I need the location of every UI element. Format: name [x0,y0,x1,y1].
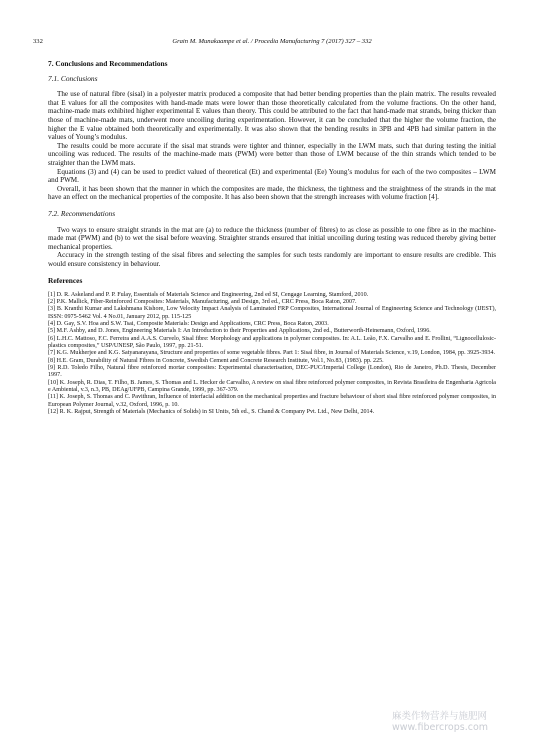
reference-list [48,292,496,417]
reference-item: [6] L.H.C. Mattoso, F.C. Ferreira and A.A.S. Curvelo, Sisal fibre: Morphology and applications in polymer composites. In: A.L. Leão, F.X. Carvalho and E. Frollini, “Lignocellulosic-plastics composites,” USP/UNESP, São Paulo, 1997, pp. 21-51. [48,335,496,349]
reference-item: [12] R. K. Rajput, Strength of Materials (Mechanics of Solids) in SI Units, 5th ed., S. Chand & Company Pvt. Ltd., New Delhi, 2014. [48,409,375,416]
paragraph: Equations (3) and (4) can be used to predict valued of theoretical (Et) and experimental (Ee) Young’s modulus for each of the two composites – LWM and PWM. [48,167,496,185]
watermark-line-cn: 麻类作物营养与施肥网 [392,711,488,722]
reference-item: [3] B. Kranthi Kumar and Lakshmana Kishore, Low Velocity Impact Analysis of Laminated FRP Composites, International Journal of Engineering Science and Technology (IJEST), ISSN: 0975-5462 Vol. 4 No.01, January 2012, pp. 115-125 [48,306,496,320]
spacer [48,202,496,211]
reference-item: [4] D. Gay, S.V. Hoa and S.W. Tsai, Composite Materials: Design and Applications, CRC Press, Boca Raton, 2003. [48,320,329,327]
watermark-line-url: www.fibercrops.com [392,722,489,733]
page-number: 332 [33,38,43,45]
paragraph: Two ways to ensure straight strands in the mat are (a) to reduce the thickness (number of fibres) to as close as possible to one fibre as in the machine-made mat (PWM) and (b) to wet the sisal before weaving. Straighter strands ensured that initial uncoiling during testing was reduced thereby giving better mechanical properties. [48,225,496,251]
paragraph: Accuracy in the strength testing of the sisal fibres and selecting the samples for such tests randomly are important to ensure results are credible. This would ensure consistency in behaviour. [48,251,496,268]
reference-item: [10] K. Joseph, R. Dias, T. Filho, B. James, S. Thomas and L. Hecker de Carvalho, A review on sisal fibre reinforced polymer composites, in Revista Brasileira de Engenharia Agricola e Ambiental, v.3, n.3, PB, DEAg/UFPB, Campina Grande, 1999, pp. 367-379. [48,379,496,394]
reference-item: [2] P.K. Mallick, Fiber-Reinforced Composites: Materials, Manufacturing, and Design, 3rd ed., CRC Press, Boca Raton, 2007. [48,298,357,305]
watermark [392,711,488,733]
paragraph: The results could be more accurate if the sisal mat strands were tighter and thinner, especially in the LWM mats, such that during testing the initial uncoiling was reduced. The results of the machine-made mats (PWM) were better than those of LWM because of the thin strands which tended to be straighter than the LWM mats. [48,141,496,167]
reference-item: [8] H.E. Gram, Durability of Natural Fibres in Concrete, Swedish Cement and Concrete Research Institute, Vol.1, No.83, (1983). pp. 225. [48,357,384,364]
references-heading: References [48,275,83,285]
spacer [48,268,496,277]
running-head: Grain M. Munakaampe et al. / Procedia Manufacturing 7 (2017) 327 – 332 [172,38,372,45]
reference-item: [5] M.F. Ashby, and D. Jones, Engineering Materials I: An Introduction to their Properties and Applications, 2nd ed., Butterworth-Heinemann, Oxford, 1996. [48,328,431,335]
reference-item: [11] K. Joseph, S. Thomas and C. Pavithran, Influence of interfacial addition on the mechanical properties and fracture behaviour of short sisal fibre reinforced polymer composites, in European Polymer Journal, v.32, Oxford, 1996, p. 10. [48,394,496,408]
reference-item: [7] K.G. Mukherjee and K.G. Satyanarayana, Structure and properties of some vegetable fibres. Part 1: Sisal fibre, in Journal of Materials Science, v.19, London, 1984, pp. 3925-3934. [48,350,496,357]
reference-item: [1] D. R. Askeland and P. P. Fulay, Essentials of Materials Science and Engineering, 2nd ed SI, Cengage Learning, Stamford, 2010. [48,291,369,298]
page-body [48,60,496,416]
paragraph: The use of natural fibre (sisal) in a polyester matrix produced a composite that had better bending properties than the plain matrix. The results revealed that E values for all the composites with hand-made mats were lower than those theoretically calculated from the volume fractions. On the other hand, machine-made mats exhibited higher experimental E values than theory. This could be attributed to the fact that hand-made mat strands, being thicker than those of machine-made mats, underwent more uncoiling during experimentation. However, it can be concluded that the higher the volume fraction, the higher the E value obtained both theoretically and experimentally. It was also shown that the bending results in 3PB and 4PB had similar pattern in the values of Young’s modulus. [48,90,496,142]
subsection-heading-conclusions: 7.1. Conclusions [48,74,98,84]
section-heading: 7. Conclusions and Recommendations [48,59,168,68]
reference-item: [9] R.D. Toledo Filho, Natural fibre reinforced mortar composites: Experimental characterisation, DEC-PUC/Imperial College (London), Rio de Janeiro, Ph.D. Thesis, December 1997. [48,365,496,379]
subsection-heading-recommendations: 7.2. Recommendations [48,209,116,219]
paragraph: Overall, it has been shown that the manner in which the composites are made, the thickness, the tightness and the straightness of the strands in the mat have an effect on the mechanical properties of the composite. It has also been shown that the strength increases with volume fraction [4]. [48,184,496,202]
